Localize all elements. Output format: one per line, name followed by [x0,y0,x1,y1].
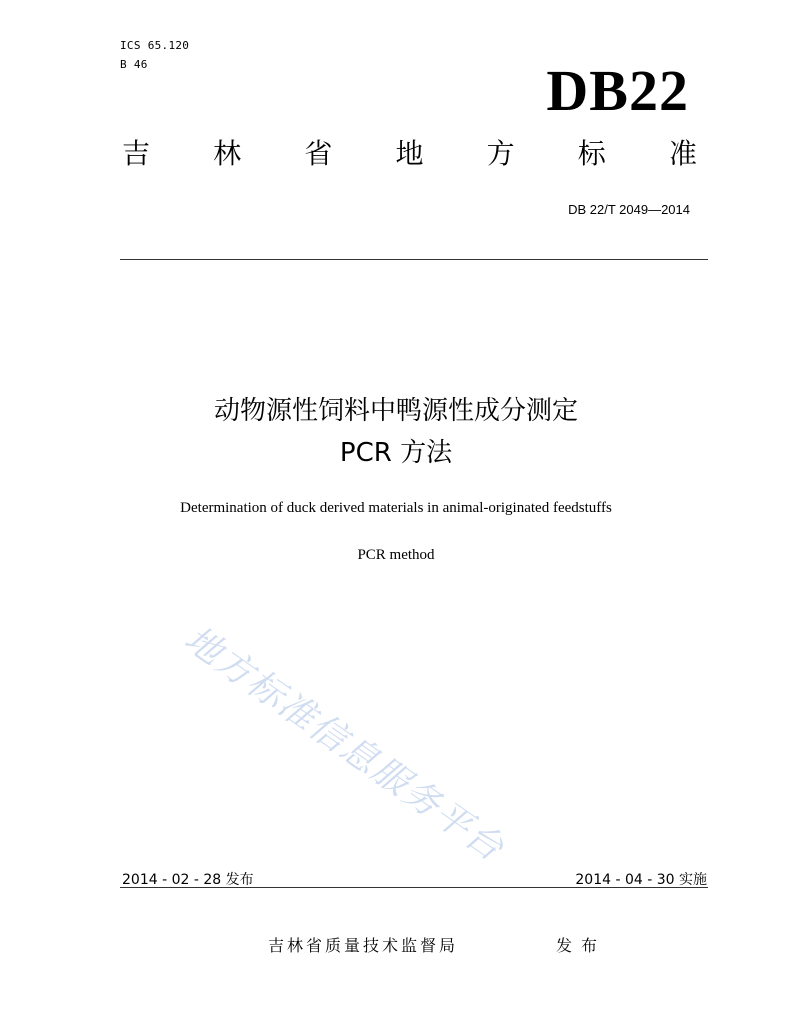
issue-label: 发布 [556,936,607,955]
watermark: 地方标准信息服务平台 [176,618,512,871]
standard-title [122,137,697,170]
implementation-date: 2014 - 04 - 30 实施 [575,872,707,888]
standard-title-char: 地 [395,137,424,170]
release-date: 2014 - 02 - 28 发布 [122,872,254,888]
ics-code: ICS 65.120 [120,39,190,52]
standard-title-char: 省 [304,137,333,170]
classification-code: B 46 [120,58,148,71]
document-subtitle-chinese: PCR 方法 [339,438,453,468]
document-title-chinese: 动物源性饲料中鸭源性成分测定 [213,396,578,426]
top-divider [120,259,708,260]
standard-title-char: 标 [577,137,606,170]
document-subtitle-english: PCR method [357,547,435,563]
standard-title-char: 方 [486,137,515,170]
standard-title-char: 林 [213,137,242,170]
standard-prefix: DB22 [546,58,689,123]
document-title-english: Determination of duck derived materials in animal-originated feedstuffs [180,500,612,516]
bottom-divider [120,887,708,888]
standard-title-char: 准 [668,137,697,170]
standard-number: DB 22/T 2049—2014 [568,202,690,217]
standard-title-char: 吉 [122,137,151,170]
publisher: 吉林省质量技术监督局 [268,936,459,955]
